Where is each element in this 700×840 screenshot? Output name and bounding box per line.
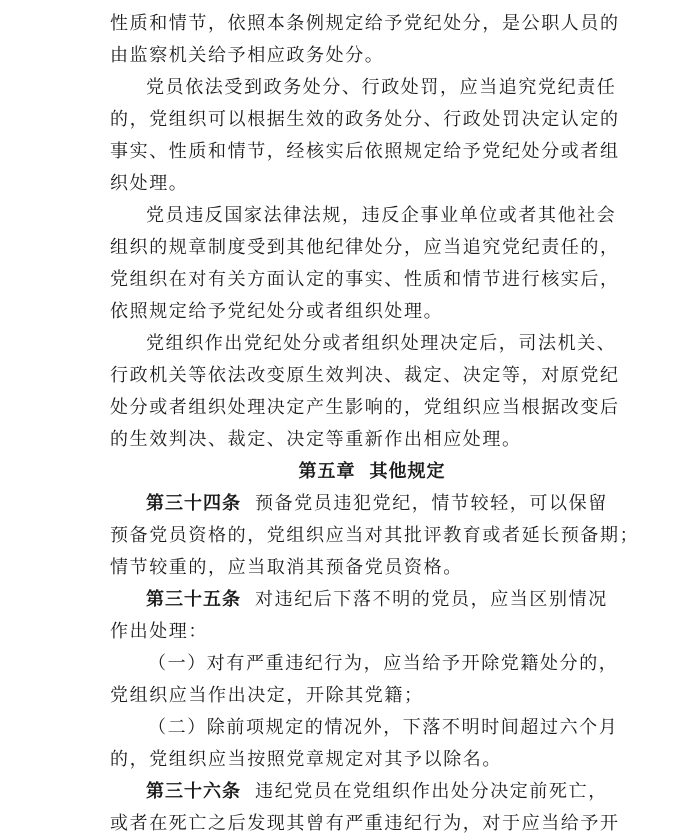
text-line: 性质和情节，依照本条例规定给予党纪处分，是公职人员的 (110, 13, 620, 34)
text-line: 组织的规章制度受到其他纪律处分，应当追究党纪责任的， (110, 237, 620, 258)
text-line: 由监察机关给予相应政务处分。 (110, 45, 385, 66)
paragraph-judgment-change (110, 328, 634, 456)
text-line: 预备党员资格的，党组织应当对其批评教育或者延长预备期； (110, 525, 640, 546)
chapter-title: 其他规定 (369, 461, 446, 482)
text-line: 事实、性质和情节，经核实后依照规定给予党纪处分或者组 (110, 141, 620, 162)
text-line: 的生效判决、裁定、决定等重新作出相应处理。 (110, 429, 522, 450)
text-line: 党员依法受到政务处分、行政处罚，应当追究党纪责任 (146, 77, 617, 98)
text-line: 作出处理： (110, 621, 208, 642)
text-line: 依照规定给予党纪处分或者组织处理。 (110, 301, 444, 322)
chapter-heading (110, 456, 634, 488)
article-label: 第三十四条 (146, 493, 241, 514)
article-label: 第三十六条 (146, 781, 241, 802)
paragraph-administrative-penalty (110, 72, 634, 200)
article-34 (110, 488, 640, 584)
article-text: 对违纪后下落不明的党员，应当区别情况 (255, 589, 608, 610)
text-line: 行政机关等依法改变原生效判决、裁定、决定等，对原党纪 (110, 365, 620, 386)
article-text: 违纪党员在党组织作出处分决定前死亡， (255, 781, 608, 802)
text-line: 党组织作出党纪处分或者组织处理决定后，司法机关、 (146, 333, 617, 354)
text-line: 或者在死亡之后发现其曾有严重违纪行为，对于应当给予开 (110, 813, 620, 834)
text-line (110, 488, 634, 520)
article-label: 第三十五条 (146, 589, 241, 610)
text-line: 党组织应当作出决定，开除其党籍； (110, 685, 424, 706)
paragraph-continuation (110, 8, 634, 72)
text-line (110, 776, 634, 808)
paragraph-other-discipline (110, 200, 634, 328)
text-line: 处分或者组织处理决定产生影响的，党组织应当根据改变后 (110, 397, 620, 418)
text-line: 的，党组织可以根据生效的政务处分、行政处罚决定认定的 (110, 109, 620, 130)
text-line: 党组织在对有关方面认定的事实、性质和情节进行核实后， (110, 269, 620, 290)
text-line (110, 584, 634, 616)
text-line: 情节较重的，应当取消其预备党员资格。 (110, 557, 463, 578)
text-line: 的，党组织应当按照党章规定对其予以除名。 (110, 749, 502, 770)
article-text: 预备党员违犯党纪，情节较轻，可以保留 (255, 493, 608, 514)
article-36 (110, 776, 634, 840)
list-item: （一）对有严重违纪行为，应当给予开除党籍处分的， (148, 653, 619, 674)
article-35 (110, 584, 634, 776)
text-line: 织处理。 (110, 173, 189, 194)
list-item: （二）除前项规定的情况外，下落不明时间超过六个月 (148, 717, 619, 738)
chapter-number: 第五章 (298, 461, 356, 482)
text-line: 党员违反国家法律法规，违反企事业单位或者其他社会 (146, 205, 617, 226)
